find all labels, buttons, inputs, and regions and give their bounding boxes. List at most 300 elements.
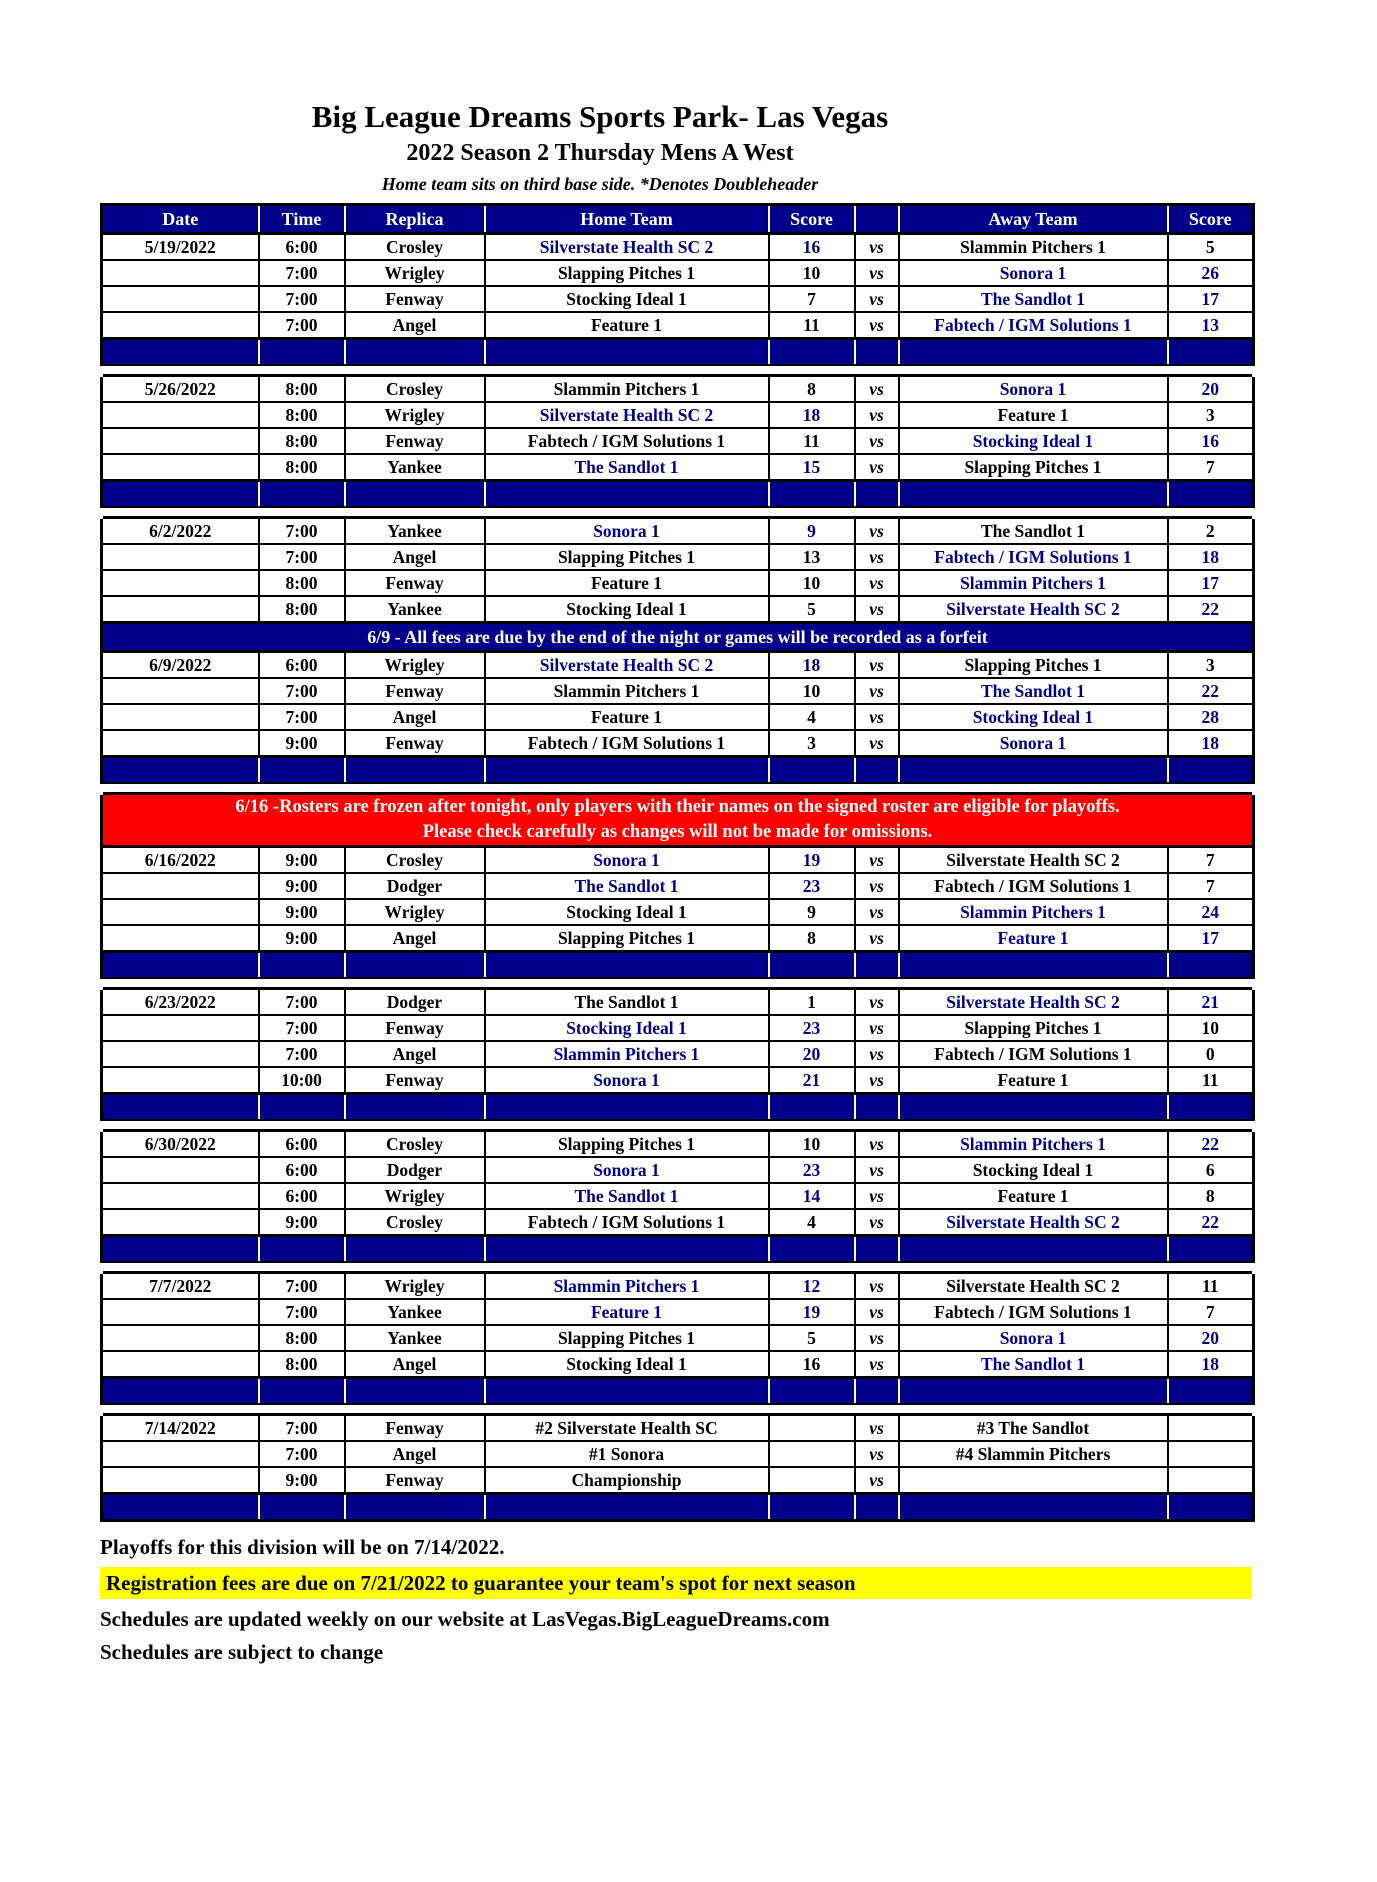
playoffs-note: Playoffs for this division will be on 7/14/2022.: [100, 1535, 505, 1559]
roster-freeze-banner: [102, 794, 1254, 847]
home-score-cell: 21: [769, 1067, 855, 1094]
home-team-cell: Silverstate Health SC 2: [485, 234, 769, 261]
separator-cell: [899, 1094, 1168, 1121]
home-score-cell: 15: [769, 454, 855, 481]
home-score-cell: 4: [769, 1209, 855, 1236]
col-header-time-1: Time: [259, 205, 345, 234]
vs-cell: vs: [855, 1351, 899, 1378]
away-score-cell: 22: [1168, 1209, 1254, 1236]
separator-row: [102, 481, 1254, 508]
separator-cell: [1168, 481, 1254, 508]
replica-cell: Yankee: [345, 1299, 485, 1325]
time-cell: 7:00: [259, 1273, 345, 1300]
vs-cell: vs: [855, 596, 899, 623]
vs-cell: vs: [855, 652, 899, 679]
page-subtitle: 2022 Season 2 Thursday Mens A West: [406, 140, 794, 166]
date-cell: 7/7/2022: [102, 1273, 259, 1300]
date-cell: [102, 312, 259, 339]
date-cell: [102, 1041, 259, 1067]
home-score-cell: 23: [769, 873, 855, 899]
separator-cell: [855, 339, 899, 366]
col-header-date-0: Date: [102, 205, 259, 234]
away-score-cell: 17: [1168, 286, 1254, 312]
vs-cell: vs: [855, 286, 899, 312]
vs-cell: vs: [855, 1041, 899, 1067]
home-score-cell: 3: [769, 730, 855, 757]
away-team-cell: Stocking Ideal 1: [899, 704, 1168, 730]
vs-cell: vs: [855, 1183, 899, 1209]
page-footer: [100, 1534, 1252, 1665]
separator-cell: [899, 757, 1168, 784]
separator-cell: [485, 1236, 769, 1263]
date-cell: [102, 1157, 259, 1183]
replica-cell: Yankee: [345, 454, 485, 481]
separator-cell: [855, 1094, 899, 1121]
away-score-cell: 3: [1168, 652, 1254, 679]
home-score-cell: 12: [769, 1273, 855, 1300]
vs-cell: vs: [855, 260, 899, 286]
col-header-away-team-6: Away Team: [899, 205, 1168, 234]
date-cell: 6/16/2022: [102, 847, 259, 874]
away-team-cell: Stocking Ideal 1: [899, 428, 1168, 454]
time-cell: 7:00: [259, 989, 345, 1016]
separator-cell: [1168, 1378, 1254, 1405]
separator-cell: [899, 1378, 1168, 1405]
home-team-cell: Slammin Pitchers 1: [485, 376, 769, 403]
banner-text-line: 6/9 - All fees are due by the end of the night or games will be recorded as a forfeit: [367, 626, 988, 647]
spacer-row: [102, 783, 1254, 794]
date-cell: [102, 544, 259, 570]
time-cell: 9:00: [259, 873, 345, 899]
time-cell: 8:00: [259, 570, 345, 596]
replica-cell: Yankee: [345, 596, 485, 623]
banner-text-line: 6/16 -Rosters are frozen after tonight, only players with their names on the signed roster are eligible for playoffs.: [235, 797, 1120, 817]
date-cell: [102, 1325, 259, 1351]
home-score-cell: [769, 1415, 855, 1442]
spacer-row: [102, 1262, 1254, 1273]
date-cell: 5/19/2022: [102, 234, 259, 261]
replica-cell: Crosley: [345, 1209, 485, 1236]
away-score-cell: 20: [1168, 1325, 1254, 1351]
spacer-cell: [102, 1262, 1254, 1273]
separator-cell: [769, 952, 855, 979]
home-team-cell: Fabtech / IGM Solutions 1: [485, 1209, 769, 1236]
separator-row: [102, 757, 1254, 784]
game-row: [102, 925, 1254, 952]
time-cell: 6:00: [259, 1157, 345, 1183]
game-row: [102, 704, 1254, 730]
game-row: [102, 1299, 1254, 1325]
separator-row: [102, 1494, 1254, 1521]
game-row: [102, 899, 1254, 925]
time-cell: 7:00: [259, 312, 345, 339]
time-cell: 8:00: [259, 376, 345, 403]
separator-cell: [259, 1378, 345, 1405]
time-cell: 8:00: [259, 1351, 345, 1378]
separator-row: [102, 952, 1254, 979]
separator-cell: [485, 339, 769, 366]
date-cell: [102, 402, 259, 428]
game-row: [102, 1209, 1254, 1236]
date-cell: [102, 570, 259, 596]
home-team-cell: Fabtech / IGM Solutions 1: [485, 428, 769, 454]
home-team-cell: Feature 1: [485, 704, 769, 730]
home-team-cell: Slapping Pitches 1: [485, 260, 769, 286]
separator-cell: [345, 339, 485, 366]
separator-cell: [769, 1494, 855, 1521]
date-cell: 6/23/2022: [102, 989, 259, 1016]
game-row: [102, 570, 1254, 596]
spacer-row: [102, 365, 1254, 376]
replica-cell: Crosley: [345, 376, 485, 403]
separator-cell: [485, 481, 769, 508]
home-score-cell: 1: [769, 989, 855, 1016]
home-team-cell: Sonora 1: [485, 1157, 769, 1183]
away-team-cell: Silverstate Health SC 2: [899, 989, 1168, 1016]
separator-cell: [102, 1094, 259, 1121]
separator-cell: [1168, 1494, 1254, 1521]
time-cell: 6:00: [259, 652, 345, 679]
time-cell: 6:00: [259, 1131, 345, 1158]
separator-cell: [345, 1094, 485, 1121]
away-score-cell: 22: [1168, 1131, 1254, 1158]
date-cell: [102, 1441, 259, 1467]
away-team-cell: The Sandlot 1: [899, 678, 1168, 704]
game-row: [102, 1325, 1254, 1351]
date-cell: [102, 1467, 259, 1494]
replica-cell: Crosley: [345, 1131, 485, 1158]
replica-cell: Yankee: [345, 1325, 485, 1351]
time-cell: 7:00: [259, 1299, 345, 1325]
away-team-cell: Slammin Pitchers 1: [899, 1131, 1168, 1158]
header-row: [102, 205, 1254, 234]
schedule-table-header: [102, 205, 1254, 234]
time-cell: 7:00: [259, 518, 345, 545]
home-team-cell: Sonora 1: [485, 518, 769, 545]
vs-cell: vs: [855, 1209, 899, 1236]
replica-cell: Wrigley: [345, 402, 485, 428]
home-score-cell: 20: [769, 1041, 855, 1067]
away-score-cell: 17: [1168, 570, 1254, 596]
home-team-cell: Feature 1: [485, 1299, 769, 1325]
away-team-cell: Feature 1: [899, 1183, 1168, 1209]
date-cell: 6/2/2022: [102, 518, 259, 545]
away-team-cell: Silverstate Health SC 2: [899, 1209, 1168, 1236]
separator-cell: [855, 1378, 899, 1405]
home-score-cell: 16: [769, 234, 855, 261]
separator-cell: [855, 952, 899, 979]
separator-cell: [769, 1236, 855, 1263]
away-score-cell: [1168, 1415, 1254, 1442]
home-score-cell: 5: [769, 596, 855, 623]
separator-row: [102, 1236, 1254, 1263]
website-note: Schedules are updated weekly on our website at LasVegas.BigLeagueDreams.com: [100, 1607, 830, 1631]
away-team-cell: Fabtech / IGM Solutions 1: [899, 873, 1168, 899]
away-team-cell: The Sandlot 1: [899, 286, 1168, 312]
vs-cell: vs: [855, 989, 899, 1016]
replica-cell: Fenway: [345, 1467, 485, 1494]
fees-due-banner: [102, 623, 1254, 652]
separator-cell: [345, 952, 485, 979]
replica-cell: Dodger: [345, 989, 485, 1016]
time-cell: 9:00: [259, 730, 345, 757]
vs-cell: vs: [855, 428, 899, 454]
away-score-cell: 7: [1168, 873, 1254, 899]
replica-cell: Dodger: [345, 1157, 485, 1183]
home-team-cell: Stocking Ideal 1: [485, 1015, 769, 1041]
game-row: [102, 544, 1254, 570]
registration-fees-note: Registration fees are due on 7/21/2022 to guarantee your team's spot for next season: [100, 1567, 1252, 1599]
time-cell: 8:00: [259, 596, 345, 623]
home-team-cell: Championship: [485, 1467, 769, 1494]
separator-cell: [259, 339, 345, 366]
separator-cell: [769, 757, 855, 784]
away-team-cell: Slammin Pitchers 1: [899, 570, 1168, 596]
home-team-cell: #2 Silverstate Health SC: [485, 1415, 769, 1442]
game-row: [102, 1067, 1254, 1094]
separator-cell: [899, 1494, 1168, 1521]
away-score-cell: 7: [1168, 454, 1254, 481]
spacer-row: [102, 978, 1254, 989]
separator-cell: [102, 481, 259, 508]
game-row: [102, 312, 1254, 339]
time-cell: 7:00: [259, 1015, 345, 1041]
time-cell: 6:00: [259, 234, 345, 261]
home-team-cell: Slapping Pitches 1: [485, 544, 769, 570]
date-cell: [102, 596, 259, 623]
vs-cell: vs: [855, 1067, 899, 1094]
home-team-cell: Slapping Pitches 1: [485, 1325, 769, 1351]
spacer-row: [102, 1404, 1254, 1415]
home-team-cell: Silverstate Health SC 2: [485, 652, 769, 679]
away-score-cell: 13: [1168, 312, 1254, 339]
away-team-cell: Feature 1: [899, 402, 1168, 428]
home-team-cell: The Sandlot 1: [485, 454, 769, 481]
separator-cell: [259, 757, 345, 784]
home-score-cell: 8: [769, 925, 855, 952]
away-score-cell: 18: [1168, 1351, 1254, 1378]
time-cell: 7:00: [259, 286, 345, 312]
separator-cell: [485, 1494, 769, 1521]
replica-cell: Fenway: [345, 1015, 485, 1041]
home-team-cell: The Sandlot 1: [485, 873, 769, 899]
vs-cell: vs: [855, 873, 899, 899]
away-team-cell: Feature 1: [899, 1067, 1168, 1094]
separator-cell: [102, 757, 259, 784]
time-cell: 7:00: [259, 1041, 345, 1067]
vs-cell: vs: [855, 234, 899, 261]
time-cell: 7:00: [259, 678, 345, 704]
game-row: [102, 1441, 1254, 1467]
away-score-cell: 17: [1168, 925, 1254, 952]
home-team-cell: Slammin Pitchers 1: [485, 1041, 769, 1067]
time-cell: 8:00: [259, 402, 345, 428]
away-score-cell: 24: [1168, 899, 1254, 925]
away-team-cell: Sonora 1: [899, 260, 1168, 286]
time-cell: 7:00: [259, 704, 345, 730]
vs-cell: vs: [855, 1467, 899, 1494]
home-team-cell: Slapping Pitches 1: [485, 925, 769, 952]
date-cell: 6/30/2022: [102, 1131, 259, 1158]
home-score-cell: 8: [769, 376, 855, 403]
date-cell: [102, 260, 259, 286]
separator-cell: [769, 1094, 855, 1121]
replica-cell: Angel: [345, 312, 485, 339]
time-cell: 10:00: [259, 1067, 345, 1094]
banner-cell: [102, 794, 1254, 847]
away-team-cell: The Sandlot 1: [899, 1351, 1168, 1378]
game-row: [102, 1157, 1254, 1183]
game-row: [102, 1467, 1254, 1494]
vs-cell: vs: [855, 1157, 899, 1183]
vs-cell: vs: [855, 570, 899, 596]
date-cell: [102, 428, 259, 454]
vs-cell: vs: [855, 1273, 899, 1300]
game-row: [102, 1415, 1254, 1442]
page-title: Big League Dreams Sports Park- Las Vegas: [311, 99, 889, 134]
replica-cell: Fenway: [345, 678, 485, 704]
away-team-cell: Slammin Pitchers 1: [899, 899, 1168, 925]
replica-cell: Fenway: [345, 428, 485, 454]
replica-cell: Angel: [345, 544, 485, 570]
away-score-cell: 21: [1168, 989, 1254, 1016]
home-score-cell: 14: [769, 1183, 855, 1209]
separator-cell: [1168, 1236, 1254, 1263]
replica-cell: Wrigley: [345, 1273, 485, 1300]
separator-cell: [259, 1094, 345, 1121]
separator-cell: [769, 339, 855, 366]
col-header-home-team-3: Home Team: [485, 205, 769, 234]
separator-cell: [899, 339, 1168, 366]
away-team-cell: Sonora 1: [899, 376, 1168, 403]
replica-cell: Wrigley: [345, 899, 485, 925]
time-cell: 9:00: [259, 899, 345, 925]
home-team-cell: Slammin Pitchers 1: [485, 678, 769, 704]
time-cell: 7:00: [259, 544, 345, 570]
away-score-cell: 16: [1168, 428, 1254, 454]
game-row: [102, 1273, 1254, 1300]
time-cell: 7:00: [259, 1441, 345, 1467]
away-team-cell: Stocking Ideal 1: [899, 1157, 1168, 1183]
date-cell: [102, 1183, 259, 1209]
date-cell: [102, 1299, 259, 1325]
separator-cell: [102, 1494, 259, 1521]
game-row: [102, 1041, 1254, 1067]
home-score-cell: 10: [769, 1131, 855, 1158]
home-score-cell: [769, 1441, 855, 1467]
away-team-cell: Slapping Pitches 1: [899, 454, 1168, 481]
spacer-row: [102, 507, 1254, 518]
col-header-replica-2: Replica: [345, 205, 485, 234]
game-row: [102, 260, 1254, 286]
date-cell: [102, 678, 259, 704]
game-row: [102, 376, 1254, 403]
away-team-cell: Silverstate Health SC 2: [899, 596, 1168, 623]
separator-cell: [102, 339, 259, 366]
home-team-cell: Sonora 1: [485, 1067, 769, 1094]
vs-cell: vs: [855, 899, 899, 925]
vs-cell: vs: [855, 518, 899, 545]
spacer-cell: [102, 1120, 1254, 1131]
home-score-cell: 11: [769, 428, 855, 454]
separator-cell: [855, 481, 899, 508]
game-row: [102, 1131, 1254, 1158]
away-score-cell: [1168, 1467, 1254, 1494]
home-team-cell: Silverstate Health SC 2: [485, 402, 769, 428]
separator-cell: [102, 1378, 259, 1405]
vs-cell: vs: [855, 376, 899, 403]
separator-cell: [485, 757, 769, 784]
replica-cell: Crosley: [345, 234, 485, 261]
home-score-cell: 10: [769, 678, 855, 704]
separator-cell: [259, 1236, 345, 1263]
schedule-table: [100, 203, 1255, 1522]
game-row: [102, 873, 1254, 899]
home-team-cell: Stocking Ideal 1: [485, 286, 769, 312]
time-cell: 9:00: [259, 1467, 345, 1494]
separator-cell: [345, 1236, 485, 1263]
subject-to-change-note: Schedules are subject to change: [100, 1640, 384, 1664]
home-score-cell: 9: [769, 518, 855, 545]
vs-cell: vs: [855, 1325, 899, 1351]
time-cell: 7:00: [259, 260, 345, 286]
vs-cell: vs: [855, 454, 899, 481]
vs-cell: vs: [855, 1131, 899, 1158]
home-score-cell: 19: [769, 1299, 855, 1325]
replica-cell: Angel: [345, 1351, 485, 1378]
home-score-cell: 4: [769, 704, 855, 730]
separator-cell: [259, 481, 345, 508]
home-team-cell: The Sandlot 1: [485, 1183, 769, 1209]
home-team-cell: Feature 1: [485, 570, 769, 596]
away-score-cell: 26: [1168, 260, 1254, 286]
spacer-cell: [102, 507, 1254, 518]
separator-cell: [855, 1494, 899, 1521]
away-score-cell: 6: [1168, 1157, 1254, 1183]
away-score-cell: 20: [1168, 376, 1254, 403]
away-score-cell: 28: [1168, 704, 1254, 730]
away-team-cell: Fabtech / IGM Solutions 1: [899, 544, 1168, 570]
time-cell: 9:00: [259, 925, 345, 952]
replica-cell: Wrigley: [345, 260, 485, 286]
away-team-cell: Slammin Pitchers 1: [899, 234, 1168, 261]
home-score-cell: 19: [769, 847, 855, 874]
away-score-cell: 11: [1168, 1273, 1254, 1300]
time-cell: 8:00: [259, 428, 345, 454]
replica-cell: Fenway: [345, 570, 485, 596]
away-score-cell: 11: [1168, 1067, 1254, 1094]
replica-cell: Angel: [345, 1441, 485, 1467]
replica-cell: Angel: [345, 925, 485, 952]
vs-cell: vs: [855, 1015, 899, 1041]
away-score-cell: 7: [1168, 1299, 1254, 1325]
col-header-vs: [855, 205, 899, 234]
spacer-cell: [102, 783, 1254, 794]
separator-cell: [855, 1236, 899, 1263]
replica-cell: Angel: [345, 1041, 485, 1067]
away-team-cell: Feature 1: [899, 925, 1168, 952]
away-score-cell: 0: [1168, 1041, 1254, 1067]
home-score-cell: 18: [769, 652, 855, 679]
separator-cell: [345, 1494, 485, 1521]
home-score-cell: 11: [769, 312, 855, 339]
home-team-cell: Fabtech / IGM Solutions 1: [485, 730, 769, 757]
home-team-cell: Slammin Pitchers 1: [485, 1273, 769, 1300]
date-cell: [102, 454, 259, 481]
date-cell: [102, 286, 259, 312]
game-row: [102, 1015, 1254, 1041]
game-row: [102, 596, 1254, 623]
